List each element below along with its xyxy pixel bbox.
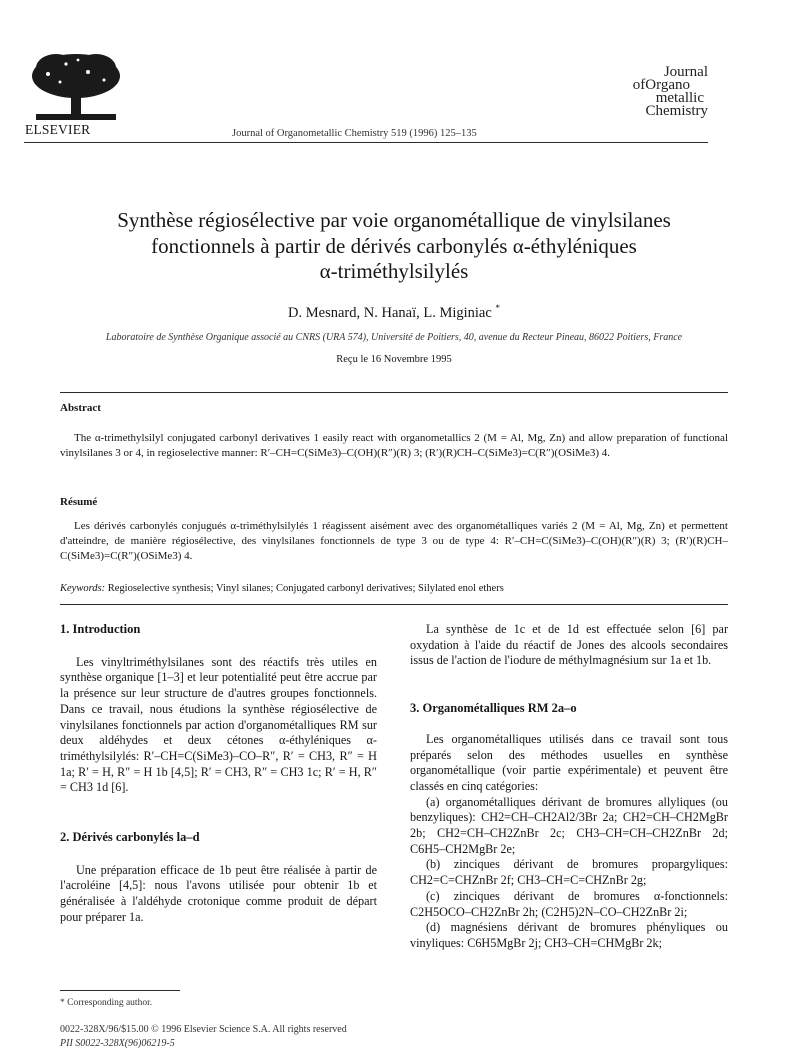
paragraph: Une préparation efficace de 1b peut être réalisée à partir de l'acroléine [4,5]: nous l'avons utilisée pour obtenir 1b et généralisée à l'aldéhyde crotonique comme produit de départ pour préparer 1a. xyxy=(60,862,377,924)
list-item: (a) organométalliques dérivant de bromures allyliques (ou benzyliques): CH2=CH–CH2Al2/3Br 2a; CH2=CH–CH2MgBr 2b; CH2=CH–CH2ZnBr 2c; CH3–CH=CH–CH2ZnBr 2d; C6H5–CH2MgBr 2e; xyxy=(410,794,728,856)
title-line: Synthèse régiosélective par voie organométallique de vinylsilanes xyxy=(117,208,671,232)
resume-heading: Résumé xyxy=(60,496,98,508)
header-rule xyxy=(24,142,708,143)
keywords-text: Regioselective synthesis; Vinyl silanes; Conjugated carbonyl derivatives; Silylated enol ethers xyxy=(107,583,504,594)
affiliation: Laboratoire de Synthèse Organique associé au CNRS (URA 574), Université de Poitiers, 40, avenue du Recteur Pineau, 86022 Poitiers, France xyxy=(105,332,683,343)
journal-logo-line: Journal xyxy=(663,64,708,80)
list-item: (c) zinciques dérivant de bromures α-fonctionnels: C2H5OCO–CH2ZnBr 2h; (C2H5)2N–CO–CH2ZnBr 2i; xyxy=(410,888,728,919)
pii-line: PII S0022-328X(96)06219-5 xyxy=(60,1038,175,1049)
journal-logo-line: ofOrgano xyxy=(632,77,690,93)
list-item: (b) zinciques dérivant de bromures propargyliques: CH2=C=CHZnBr 2f; CH3–CH=C=CHZnBr 2g; xyxy=(410,857,728,888)
journal-citation: Journal of Organometallic Chemistry 519 (1996) 125–135 xyxy=(232,128,477,139)
section-heading: 3. Organométalliques RM 2a–o xyxy=(410,701,577,716)
elsevier-tree-logo xyxy=(26,50,126,128)
paragraph: La synthèse de 1c et de 1d est effectuée selon [6] par oxydation à l'aide du réactif de Jones des alcools secondaires issus de l'action de l'iodure de méthylmagnésium sur 1a et 1b. xyxy=(410,622,728,668)
resume-text: Les dérivés carbonylés conjugués α-triméthylsilylés 1 réagissent aisément avec des organométalliques variés 2 (M = Al, Mg, Zn) et permettent d'atteindre, de manière régiosélective, des vinylsilanes fonctionnels de type 3 ou de type 4: R′–CH=C(SiMe3)–C(OH)(R″)(R) 3; (R′)(R)CH–C(SiMe3)=C(R″)(OSiMe3) 4. xyxy=(60,520,728,562)
corresponding-author-mark: * xyxy=(495,303,500,313)
journal-logo xyxy=(604,66,708,118)
journal-logo-line: metallic xyxy=(655,90,704,106)
author-list xyxy=(40,303,748,322)
publisher-name: ELSEVIER xyxy=(25,122,91,137)
journal-logo-line: Chemistry xyxy=(645,103,708,119)
paper-title xyxy=(40,208,748,285)
abstract-bottom-rule xyxy=(60,604,728,605)
keywords-label: Keywords: xyxy=(60,583,106,594)
left-column xyxy=(60,622,377,926)
received-date: Reçu le 16 Novembre 1995 xyxy=(336,354,452,365)
copyright-block xyxy=(60,1023,347,1051)
footnote: * Corresponding author. xyxy=(60,998,153,1008)
right-column xyxy=(410,622,728,952)
abstract-heading: Abstract xyxy=(60,402,101,414)
section-heading: 2. Dérivés carbonylés la–d xyxy=(60,830,200,845)
copyright-line: 0022-328X/96/$15.00 © 1996 Elsevier Science S.A. All rights reserved xyxy=(60,1024,347,1035)
list-item: (d) magnésiens dérivant de bromures phényliques ou vinyliques: C6H5MgBr 2j; CH3–CH=CHMgBr 2k; xyxy=(410,920,728,950)
keywords xyxy=(60,583,728,594)
authors-text: D. Mesnard, N. Hanaï, L. Miginiac xyxy=(288,304,492,321)
abstract-text: The α-trimethylsilyl conjugated carbonyl derivatives 1 easily react with organometallics 2 (M = Al, Mg, Zn) and allow preparation of functional vinylsilanes 3 or 4, in regioselective manner: R′–CH=C(SiMe3)–C(OH)(R″)(R) 3; (R′)(R)CH–C(SiMe3)=C(R″)(OSiMe3) 4. xyxy=(60,432,728,459)
paragraph: Les vinyltriméthylsilanes sont des réactifs très utiles en synthèse organique [1–3] et leur potentialité peut être accrue par la présence sur leur structure de d'autres groupes fonctionnels. Dans ce travail, nous étudions la synthèse régiosélective de vinylsilanes fonctionnels par action d'organométalliques RM sur deux aldéhydes et deux cétones α-éthyléniques α-triméthylsilylés: R′–CH=C(SiMe3)–CO–R″, R′ = CH3, R″ = H 1a; R′ = H, R″ = H 1b [4,5]; R′ = CH3, R″ = CH3 1c; R′ = H, R″ = CH3 1d [6]. xyxy=(60,654,377,795)
footnote-rule xyxy=(60,990,180,991)
abstract-top-rule xyxy=(60,392,728,393)
section-heading: 1. Introduction xyxy=(60,622,141,636)
title-line: fonctionnels à partir de dérivés carbonylés α-éthyléniques xyxy=(151,233,637,258)
paragraph: Les organométalliques utilisés dans ce travail sont tous préparés selon des méthodes usuelles en synthèse organométallique (voir partie expérimentale) et peuvent être classés en cinq catégories: xyxy=(410,731,728,793)
title-line: α-triméthylsilylés xyxy=(319,259,469,283)
